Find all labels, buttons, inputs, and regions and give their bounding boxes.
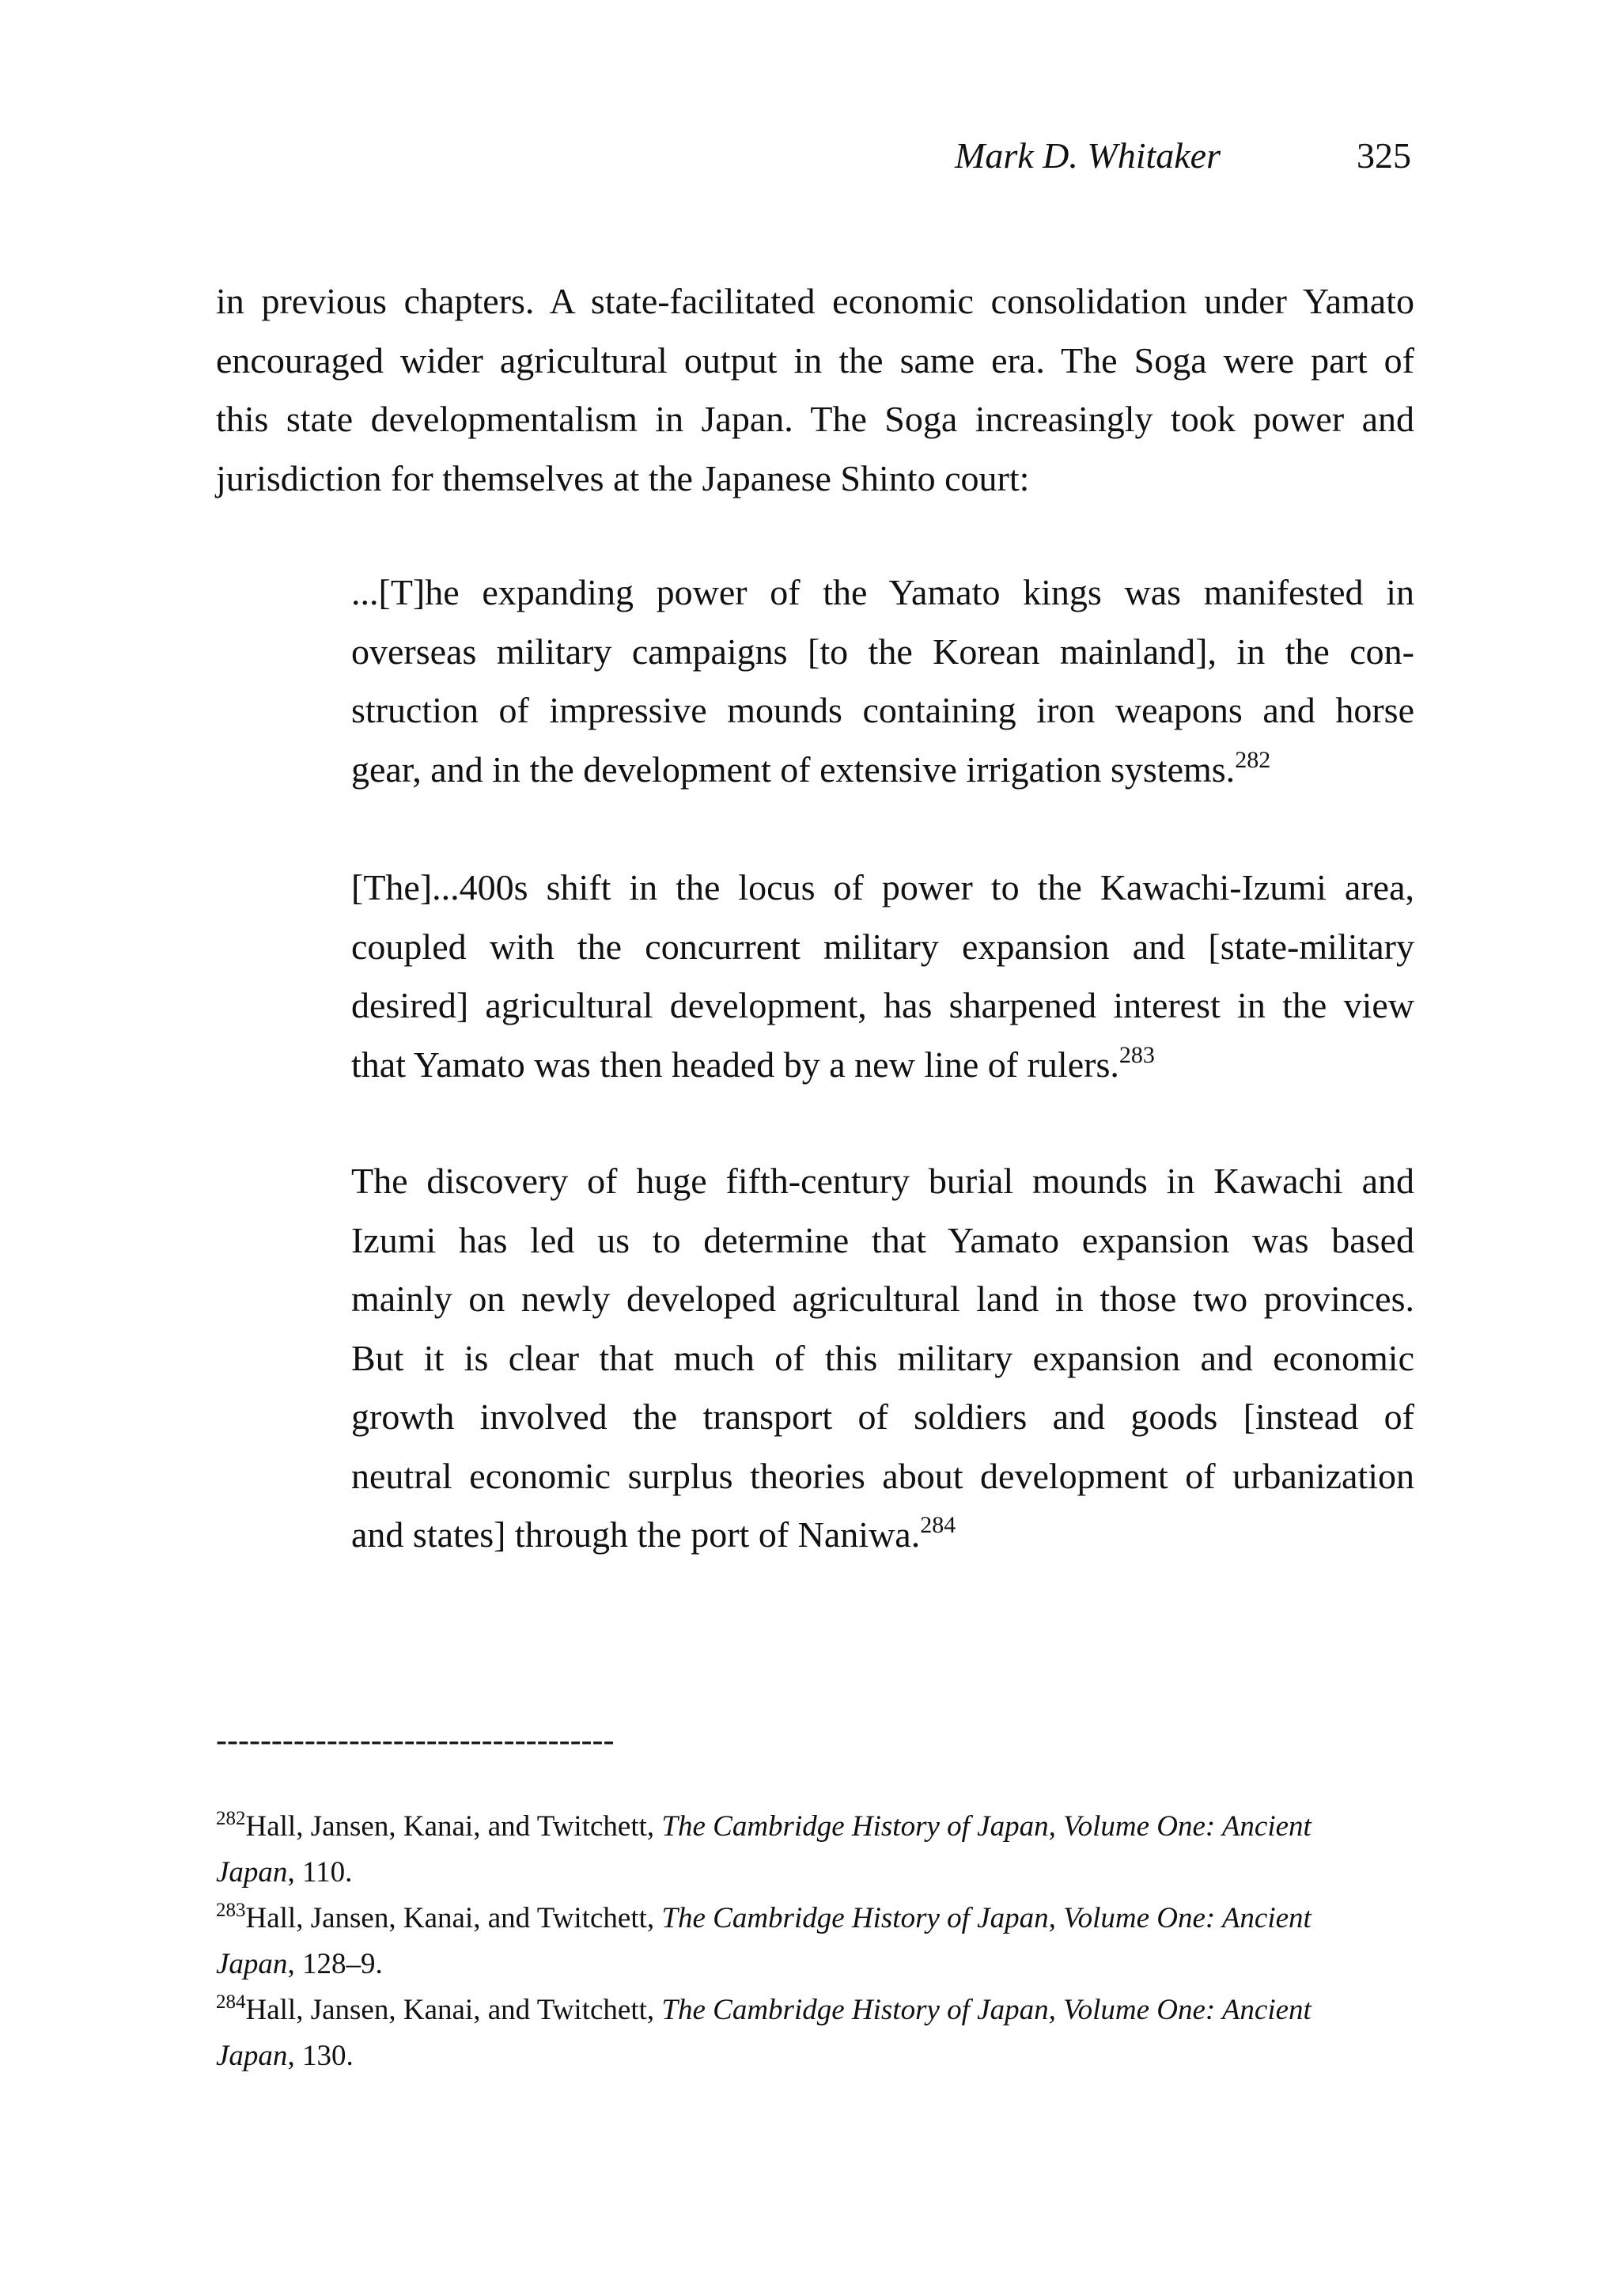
body-line: jurisdiction for themselves at the Japanese Shinto court:	[216, 457, 1030, 498]
footnote-title: The Cambridge History of Japan, Volume One: Ancient Japan	[216, 1902, 1312, 1980]
footnote	[216, 1896, 1347, 1987]
quote-line: coupled with the concurrent military expansion and [state-military	[351, 926, 1414, 967]
quote-line: neutral economic surplus theories about development of urbanization	[351, 1455, 1414, 1496]
footnote-reference[interactable]: 284	[920, 1512, 956, 1538]
footnote-reference[interactable]: 282	[1235, 746, 1271, 773]
footnote-number: 283	[216, 1900, 246, 1921]
body-line: in previous chapters. A state-facilitated economic consolidation under Yamato	[216, 281, 1414, 321]
block-quote	[351, 1152, 1414, 1565]
quote-line: ...[T]he expanding power of the Yamato kings was manifested in	[351, 572, 1414, 612]
footnote-pages: , 110.	[287, 1856, 353, 1889]
quote-line: growth involved the transport of soldiers and goods [instead of	[351, 1396, 1414, 1437]
quote-line: Izumi has led us to determine that Yamato expansion was based	[351, 1219, 1414, 1260]
quote-line: [The]...400s shift in the locus of power to the Kawachi-Izumi area,	[351, 867, 1414, 907]
quote-line	[351, 1036, 1414, 1095]
block-quote	[351, 858, 1414, 1094]
footnote-separator: ------------------------------------	[216, 1722, 615, 1759]
block-quote	[351, 563, 1414, 799]
footnote-authors: Hall, Jansen, Kanai, and Twitchett,	[245, 1810, 662, 1843]
footnote	[216, 1987, 1347, 2079]
quote-line	[351, 1506, 1414, 1565]
running-head-author: Mark D. Whitaker	[955, 135, 1221, 176]
footnote-reference[interactable]: 283	[1118, 1041, 1155, 1068]
quote-line: desired] agricultural development, has sharpened interest in the view	[351, 985, 1414, 1025]
quote-line-text: gear, and in the development of extensive irrigation systems.	[351, 748, 1236, 790]
footnote-authors: Hall, Jansen, Kanai, and Twitchett,	[245, 1902, 662, 1934]
quote-line: The discovery of huge fifth-century burial mounds in Kawachi and	[351, 1161, 1414, 1201]
footnote-pages: , 130.	[287, 2040, 354, 2072]
body-line: encouraged wider agricultural output in the same era. The Soga were part of	[216, 339, 1414, 381]
footnote-title: The Cambridge History of Japan, Volume One: Ancient Japan	[216, 1994, 1312, 2072]
quote-line: overseas military campaigns [to the Korean mainland], in the con-	[351, 631, 1414, 672]
footnote-number: 284	[216, 1991, 246, 2013]
quote-line: struction of impressive mounds containing iron weapons and horse	[351, 690, 1414, 730]
body-paragraph	[216, 272, 1414, 508]
body-line: this state developmentalism in Japan. The Soga increasingly took power and	[216, 399, 1414, 439]
footnotes	[216, 1804, 1347, 2079]
quote-line-text: and states] through the port of Naniwa.	[351, 1514, 921, 1555]
footnote-number: 282	[216, 1808, 246, 1829]
footnote-authors: Hall, Jansen, Kanai, and Twitchett,	[245, 1994, 662, 2026]
footnote	[216, 1804, 1347, 1896]
footnote-title: The Cambridge History of Japan, Volume One: Ancient Japan	[216, 1810, 1312, 1889]
quote-line: mainly on newly developed agricultural land in those two provinces.	[351, 1279, 1414, 1319]
quote-line: But it is clear that much of this military expansion and economic	[351, 1337, 1414, 1378]
page-number: 325	[1357, 135, 1411, 176]
footnote-pages: , 128–9.	[287, 1948, 383, 1980]
running-head	[0, 135, 1414, 190]
quote-line-text: that Yamato was then headed by a new line of rulers.	[351, 1044, 1119, 1085]
quote-line	[351, 741, 1414, 800]
